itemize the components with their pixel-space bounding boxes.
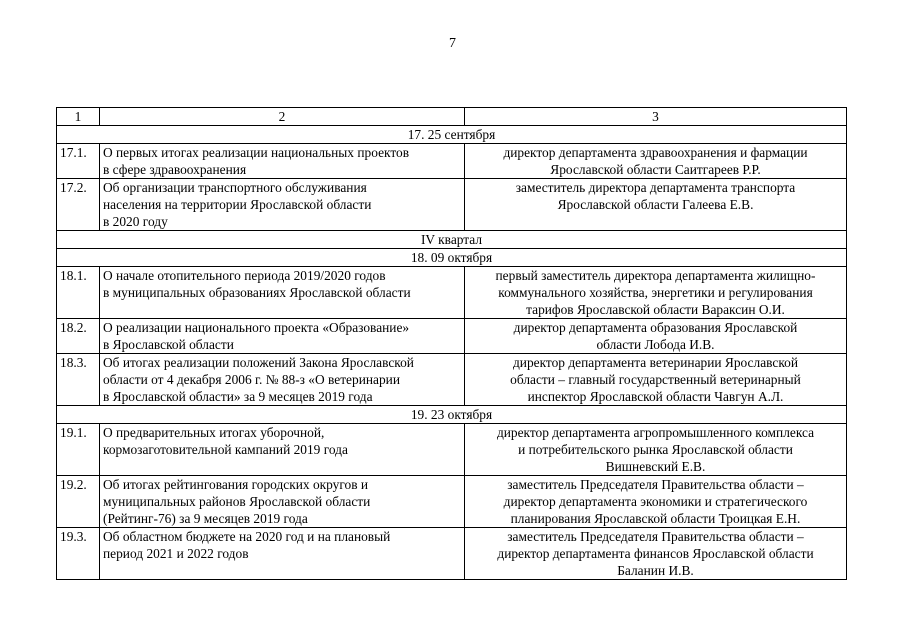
section-heading-row	[57, 249, 847, 267]
responsible-line: Баланин И.В.	[617, 563, 694, 578]
item-topic	[100, 319, 465, 354]
responsible-line: области Лобода И.В.	[596, 337, 715, 352]
table-row	[57, 179, 847, 231]
responsible-line: инспектор Ярославской области Чавгун А.Л.	[527, 389, 784, 404]
topic-line: области от 4 декабря 2006 г. № 88-з «О ветеринарии	[103, 372, 400, 387]
section-heading: IV квартал	[57, 231, 847, 249]
topic-line: О начале отопительного периода 2019/2020 годов	[103, 268, 386, 283]
item-responsible	[465, 354, 847, 406]
item-topic	[100, 528, 465, 580]
section-heading-row	[57, 126, 847, 144]
section-heading: 18. 09 октября	[57, 249, 847, 267]
table-row	[57, 144, 847, 179]
topic-line: Об итогах рейтингования городских округов и	[103, 477, 369, 492]
responsible-line: коммунального хозяйства, энергетики и регулирования	[498, 285, 813, 300]
responsible-line: первый заместитель директора департамента жилищно-	[495, 268, 816, 283]
responsible-line: Ярославской области Саитгареев Р.Р.	[550, 162, 761, 177]
section-heading: 19. 23 октября	[57, 406, 847, 424]
item-number: 17.2.	[57, 179, 100, 231]
topic-line: в Ярославской области	[103, 337, 234, 352]
item-responsible	[465, 424, 847, 476]
table-row	[57, 267, 847, 319]
item-responsible	[465, 476, 847, 528]
responsible-line: области – главный государственный ветеринарный	[510, 372, 801, 387]
item-topic	[100, 476, 465, 528]
column-number-3: 3	[465, 108, 847, 126]
topic-line: Об итогах реализации положений Закона Ярославской	[103, 355, 414, 370]
item-number: 18.3.	[57, 354, 100, 406]
topic-line: муниципальных районов Ярославской области	[103, 494, 371, 509]
page-number: 7	[449, 36, 456, 51]
responsible-line: директор департамента финансов Ярославской области	[497, 546, 814, 561]
table-row	[57, 424, 847, 476]
responsible-line: Вишневский Е.В.	[605, 459, 706, 474]
responsible-line: планирования Ярославской области Троицкая Е.Н.	[510, 511, 801, 526]
responsible-line: Ярославской области Галеева Е.В.	[557, 197, 754, 212]
responsible-line: директор департамента ветеринарии Ярославской	[512, 355, 799, 370]
table-row	[57, 476, 847, 528]
topic-line: период 2021 и 2022 годов	[103, 546, 249, 561]
responsible-line: директор департамента агропромышленного комплекса	[496, 425, 815, 440]
item-topic	[100, 424, 465, 476]
topic-line: в 2020 году	[103, 214, 168, 229]
item-topic	[100, 144, 465, 179]
column-number-row	[57, 108, 847, 126]
topic-line: населения на территории Ярославской области	[103, 197, 372, 212]
responsible-line: заместитель Председателя Правительства области –	[507, 477, 804, 492]
table-row	[57, 319, 847, 354]
responsible-line: и потребительского рынка Ярославской области	[518, 442, 793, 457]
section-heading: 17. 25 сентября	[57, 126, 847, 144]
topic-line: О реализации национального проекта «Образование»	[103, 320, 410, 335]
responsible-line: директор департамента экономики и стратегического	[503, 494, 808, 509]
table-body	[57, 108, 847, 580]
item-responsible	[465, 144, 847, 179]
events-plan-table	[56, 107, 847, 580]
item-responsible	[465, 319, 847, 354]
item-number: 18.1.	[57, 267, 100, 319]
section-heading-row	[57, 406, 847, 424]
responsible-line: тарифов Ярославской области Вараксин О.И.	[526, 302, 785, 317]
topic-line: кормозаготовительной кампаний 2019 года	[103, 442, 348, 457]
item-number: 17.1.	[57, 144, 100, 179]
item-number: 19.2.	[57, 476, 100, 528]
responsible-line: директор департамента здравоохранения и фармации	[503, 145, 808, 160]
column-number-2: 2	[100, 108, 465, 126]
item-topic	[100, 267, 465, 319]
topic-line: в муниципальных образованиях Ярославской области	[103, 285, 411, 300]
item-responsible	[465, 179, 847, 231]
item-topic	[100, 354, 465, 406]
item-responsible	[465, 267, 847, 319]
responsible-line: директор департамента образования Ярославской	[513, 320, 798, 335]
topic-line: Об областном бюджете на 2020 год и на плановый	[103, 529, 391, 544]
item-number: 18.2.	[57, 319, 100, 354]
section-heading-row	[57, 231, 847, 249]
item-responsible	[465, 528, 847, 580]
topic-line: Об организации транспортного обслуживания	[103, 180, 367, 195]
topic-line: О первых итогах реализации национальных проектов	[103, 145, 410, 160]
topic-line: в сфере здравоохранения	[103, 162, 247, 177]
topic-line: в Ярославской области» за 9 месяцев 2019 года	[103, 389, 373, 404]
table-row	[57, 354, 847, 406]
responsible-line: заместитель директора департамента транспорта	[515, 180, 796, 195]
table-row	[57, 528, 847, 580]
item-topic	[100, 179, 465, 231]
item-number: 19.1.	[57, 424, 100, 476]
topic-line: О предварительных итогах уборочной,	[103, 425, 325, 440]
item-number: 19.3.	[57, 528, 100, 580]
column-number-1: 1	[57, 108, 100, 126]
responsible-line: заместитель Председателя Правительства области –	[507, 529, 804, 544]
topic-line: (Рейтинг-76) за 9 месяцев 2019 года	[103, 511, 308, 526]
